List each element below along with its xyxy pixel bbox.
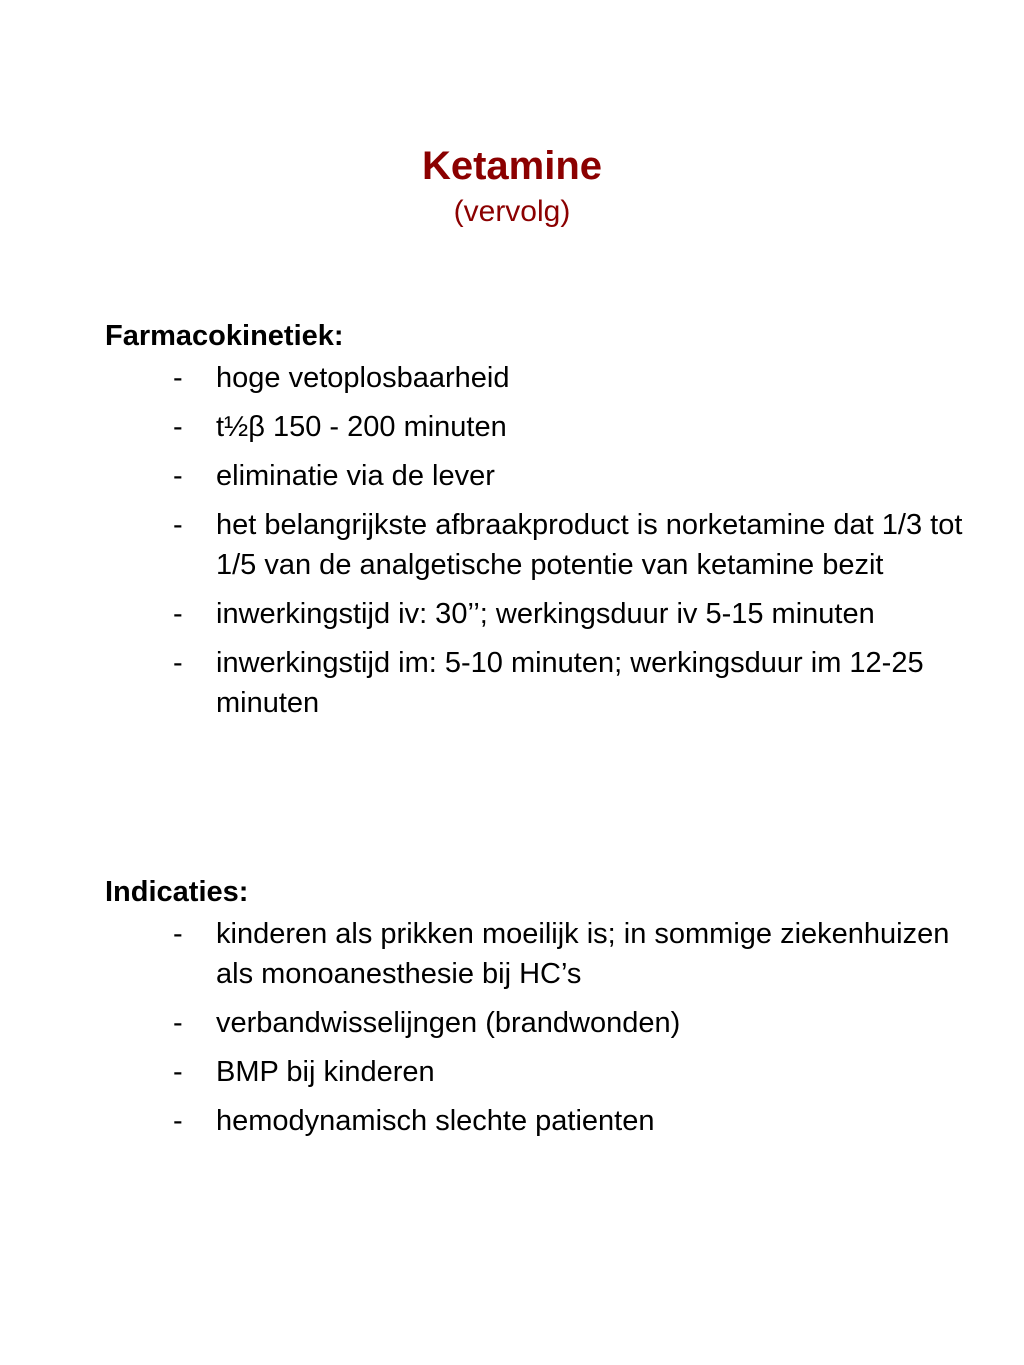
bullet-dash: - — [173, 918, 183, 950]
section-farmacokinetiek — [105, 316, 965, 732]
bullet-dash: - — [173, 1056, 183, 1088]
page-subtitle: (vervolg) — [453, 195, 571, 228]
list-item-text: inwerkingstijd im: 5-10 minuten; werkingsduur im 12-25 minuten — [216, 647, 924, 719]
list-item — [105, 358, 965, 398]
section-heading: Indicaties: — [105, 876, 249, 908]
title-block — [0, 140, 1024, 232]
list-item — [105, 1052, 965, 1092]
list-item — [105, 1003, 965, 1043]
list-item-text: hoge vetoplosbaarheid — [216, 362, 510, 394]
list-item-text: inwerkingstijd iv: 30’’; werkingsduur iv 5-15 minuten — [216, 598, 875, 630]
section-indicaties — [105, 872, 965, 1150]
bullet-dash: - — [173, 1007, 183, 1039]
bullet-dash: - — [173, 1105, 183, 1137]
bullet-dash: - — [173, 647, 183, 679]
list-item-text: eliminatie via de lever — [216, 460, 495, 492]
list-item-text: hemodynamisch slechte patienten — [216, 1105, 655, 1137]
bullet-dash: - — [173, 598, 183, 630]
list-item — [105, 594, 965, 634]
list-item — [105, 1101, 965, 1141]
list-item-text: kinderen als prikken moeilijk is; in sommige ziekenhuizen als monoanesthesie bij HC’s — [216, 918, 950, 990]
bullet-list — [105, 358, 965, 723]
list-item — [105, 643, 965, 723]
list-item-text: het belangrijkste afbraakproduct is norketamine dat 1/3 tot 1/5 van de analgetische potentie van ketamine bezit — [216, 509, 963, 581]
bullet-dash: - — [173, 362, 183, 394]
bullet-dash: - — [173, 460, 183, 492]
list-item — [105, 456, 965, 496]
bullet-dash: - — [173, 509, 183, 541]
list-item-text: verbandwisselijngen (brandwonden) — [216, 1007, 681, 1039]
list-item-text: t½β 150 - 200 minuten — [216, 411, 507, 443]
list-item — [105, 407, 965, 447]
list-item — [105, 914, 965, 994]
section-heading: Farmacokinetiek: — [105, 320, 344, 352]
bullet-dash: - — [173, 411, 183, 443]
list-item-text: BMP bij kinderen — [216, 1056, 435, 1088]
page-title: Ketamine — [421, 144, 603, 188]
bullet-list — [105, 914, 965, 1141]
list-item — [105, 505, 965, 585]
